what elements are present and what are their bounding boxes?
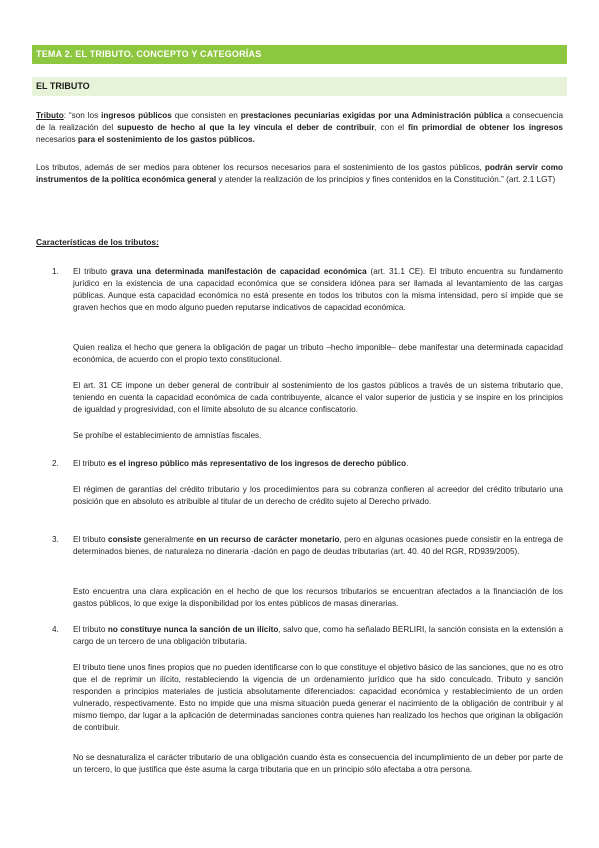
text-span: y atender la realización de los principios y fines contenidos en la Constitución.” (art. 2.1 LGT) — [216, 174, 556, 184]
list-number: 4. — [52, 625, 59, 634]
text-span: El tributo — [73, 625, 108, 634]
list-item-1 — [52, 266, 563, 314]
list-item-2-sub-1: El régimen de garantías del crédito tributario y los procedimientos para su cobranza confieren al acreedor del crédito tributario una posición que en absoluto es atribuible al titular de un derecho de crédito sujeto al Derecho privado. — [73, 485, 563, 506]
list-number: 3. — [52, 535, 59, 544]
bold-span: supuesto de hecho al que la ley vincula el deber de contribuir — [117, 122, 375, 132]
list-number: 2. — [52, 459, 59, 468]
bold-span: prestaciones pecuniarias exigidas por una Administración pública — [240, 111, 503, 120]
list-item-4-sub-2: No se desnaturaliza el carácter tributario de una obligación cuando ésta es consecuencia del incumplimiento de un deber por parte de un tercero, lo que justifica que éste asuma la carga tributaria que en un principio sólo afectaba a otra persona. — [73, 753, 563, 774]
bold-span: fin primordial de obtener los ingresos — [408, 122, 563, 132]
text-span: El tributo — [73, 267, 111, 276]
list-item-2 — [52, 458, 563, 470]
list-item-1-sub-2: El art. 31 CE impone un deber general de contribuir al sostenimiento de los gastos públicos a través de un sistema tributario que, teniendo en cuenta la capacidad económica de cada contribuyente, alcance el valor superior de justicia y se inspire en los principios de igualdad y progresividad, con el límite absoluto de su alcance confiscatorio. — [73, 381, 563, 414]
bold-span: para el sostenimiento de los gastos públicos. — [77, 134, 255, 144]
text-span: , salvo que, como ha señalado BERLIRI, la sanción consista en la extensión a cargo de un tercero de una obligación tributaria. — [73, 625, 564, 646]
section-title: EL TRIBUTO — [32, 77, 567, 96]
list-item-1-sub-3: Se prohíbe el establecimiento de amnistías fiscales. — [73, 431, 262, 440]
tributo-definition — [36, 110, 563, 146]
text-span: El tributo — [73, 459, 108, 468]
bold-span: en un recurso de carácter monetario — [196, 535, 340, 544]
list-item-3 — [52, 534, 563, 558]
text-span: necesarios — [36, 134, 78, 144]
list-item-4-sub-1: El tributo tiene unos fines propios que no pueden identificarse con lo que constituye el objetivo básico de las sanciones, que no es otro que el de reprimir un ilícito, restableciendo la vigencia de un ordenamiento jurídico que ha sido conculcado. Tributo y sanción responden a principios materiales de justicia absolutamente diferenciados: capacidad económica y restablecimiento de un orden vulnerado, respectivamente. Esto no impide que una misma situación pueda generar el nacimiento de la obligación de contribuir y al mismo tiempo, dar lugar a la aplicación de determinadas sanciones contra quienes han realizado los hechos que originan la obligación de contribuir. — [73, 663, 563, 732]
text-span: , con el — [374, 122, 409, 132]
text-span: El tributo — [73, 535, 109, 544]
list-item-4 — [52, 624, 563, 648]
text-span: que consisten en — [171, 111, 241, 120]
bold-span: es el ingreso público más representativo de los ingresos de derecho público — [107, 459, 407, 468]
list-item-3-sub-1: Esto encuentra una clara explicación en el hecho de que los recursos tributarios se encuentran afectados a la financiación de los gastos públicos, lo que exige la disponibilidad por los entes públicos de masas dinerarias. — [73, 587, 563, 608]
text-span: . — [406, 459, 409, 468]
bold-span: no constituye nunca la sanción de un ilícito — [107, 625, 279, 634]
text-span: a consecuencia de la realización del — [36, 111, 564, 132]
text-span: Los tributos, además de ser medios para obtener los recursos necesarios para el sostenimiento de los gastos públicos, — [36, 163, 485, 172]
characteristics-heading: Características de los tributos: — [36, 237, 159, 247]
list-number: 1. — [52, 267, 59, 276]
bold-span: ingresos públicos — [101, 111, 172, 120]
bold-span: podrán servir como instrumentos de la política económica general — [36, 163, 563, 184]
text-span: generalmente — [141, 535, 197, 544]
bold-span: grava una determinada manifestación de capacidad económica — [110, 267, 367, 276]
chapter-title: TEMA 2. EL TRIBUTO. CONCEPTO Y CATEGORÍAS — [32, 45, 567, 64]
definition-term: Tributo — [36, 111, 64, 120]
text-span: : “son los — [63, 111, 102, 120]
bold-span: consiste — [108, 535, 142, 544]
list-item-1-sub-1: Quien realiza el hecho que genera la obligación de pagar un tributo –hecho imponible– debe manifestar una determinada capacidad económica, de acuerdo con el propio texto constitucional. — [73, 343, 563, 364]
tributo-purpose-paragraph — [36, 162, 563, 186]
text-span: (art. 31.1 CE). El tributo encuentra su fundamento jurídico en la existencia de una capacidad económica que se considera idónea para ser llamada al levantamiento de las cargas públicas. Aunque esta capacidad económica no está presente en todos los tributos con la misma intensidad, pero sí impide que se graven hechos que en modo alguno pueden reputarse indicativos de capacidad económica. — [73, 267, 563, 312]
text-span: , pero en algunas ocasiones puede consistir en la entrega de determinados bienes, de naturaleza no dineraria -dación en pago de deudas tributarias (art. 40. 40 del RGR, RD939/2005). — [73, 535, 564, 556]
